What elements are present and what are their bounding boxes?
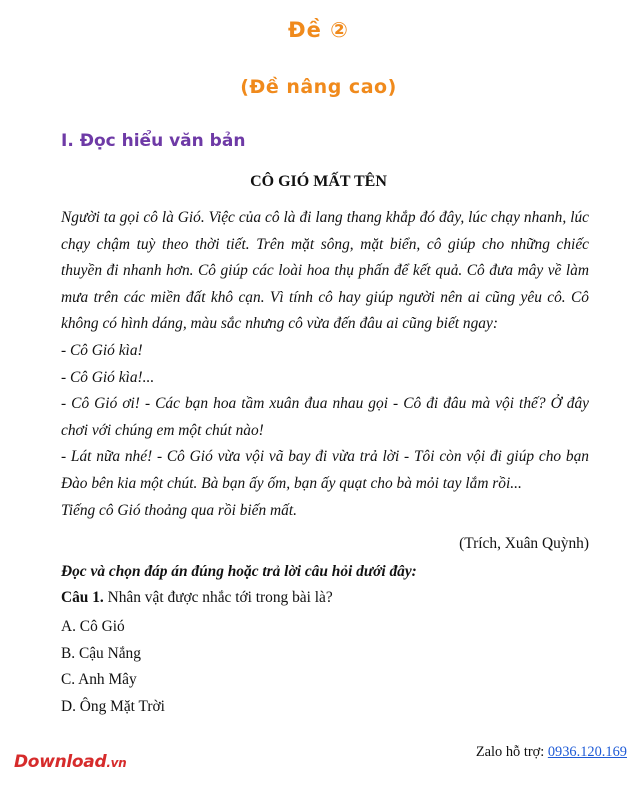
logo-text: Download [14, 752, 107, 772]
story-source: (Trích, Xuân Quỳnh) [459, 535, 589, 552]
story-paragraph: - Cô Gió kìa!... [61, 368, 155, 386]
question-text: Nhân vật được nhắc tới trong bài là? [103, 589, 333, 606]
option-b: B. Cậu Nắng [61, 644, 141, 662]
story-paragraph: - Cô Gió ơi! - Các bạn hoa tầm xuân đua nhau gọi - Cô đi đâu mà vội thế? Ở đây chơi với chúng em một chút nào! [61, 395, 589, 439]
answer-options [61, 614, 165, 721]
zalo-support [476, 744, 627, 761]
zalo-label: Zalo hỗ trợ: [475, 744, 548, 760]
question-1 [61, 589, 333, 607]
story-paragraph: Người ta gọi cô là Gió. Việc của cô là đi lang thang khắp đó đây, lúc chạy nhanh, lúc chạy chậm tuỳ theo thời tiết. Trên mặt sông, mặt biển, cô giúp cho những chiếc thuyền đi nhanh hơn. Cô giúp các loài hoa thụ phấn để kết quả. Cô đưa mây về làm mưa trên các miền đất khô cạn. Vì tính cô hay giúp người nên ai cũng yêu cô. Cô không có hình dáng, màu sắc nhưng cô vừa đến đâu ai cũng biết ngay: [61, 209, 589, 333]
story-title: CÔ GIÓ MẤT TÊN [250, 173, 387, 190]
story-paragraph: Tiếng cô Gió thoảng qua rồi biến mất. [61, 501, 297, 519]
exam-number-title: Đề ② [288, 18, 349, 42]
question-instruction: Đọc và chọn đáp án đúng hoặc trả lời câu hỏi dưới đây: [61, 563, 417, 580]
logo-suffix: .vn [106, 756, 127, 770]
option-a: A. Cô Gió [61, 618, 125, 635]
exam-level-subtitle: (Đề nâng cao) [240, 76, 397, 98]
option-c: C. Anh Mây [61, 671, 137, 689]
story-paragraph: - Cô Gió kìa! [61, 341, 143, 359]
section-heading: I. Đọc hiểu văn bản [61, 131, 246, 151]
zalo-phone-link[interactable]: 0936.120.169 [547, 744, 627, 760]
download-logo [14, 752, 126, 772]
story-text [61, 205, 589, 524]
story-paragraph: - Lát nữa nhé! - Cô Gió vừa vội vã bay đi vừa trả lời - Tôi còn vội đi giúp cho bạn Đào bên kia một chút. Bà bạn ấy ốm, bạn ấy quạt cho bà mỏi tay lắm rồi... [61, 448, 589, 492]
option-d: D. Ông Mặt Trời [61, 698, 165, 716]
question-label: Câu 1. [61, 589, 104, 606]
